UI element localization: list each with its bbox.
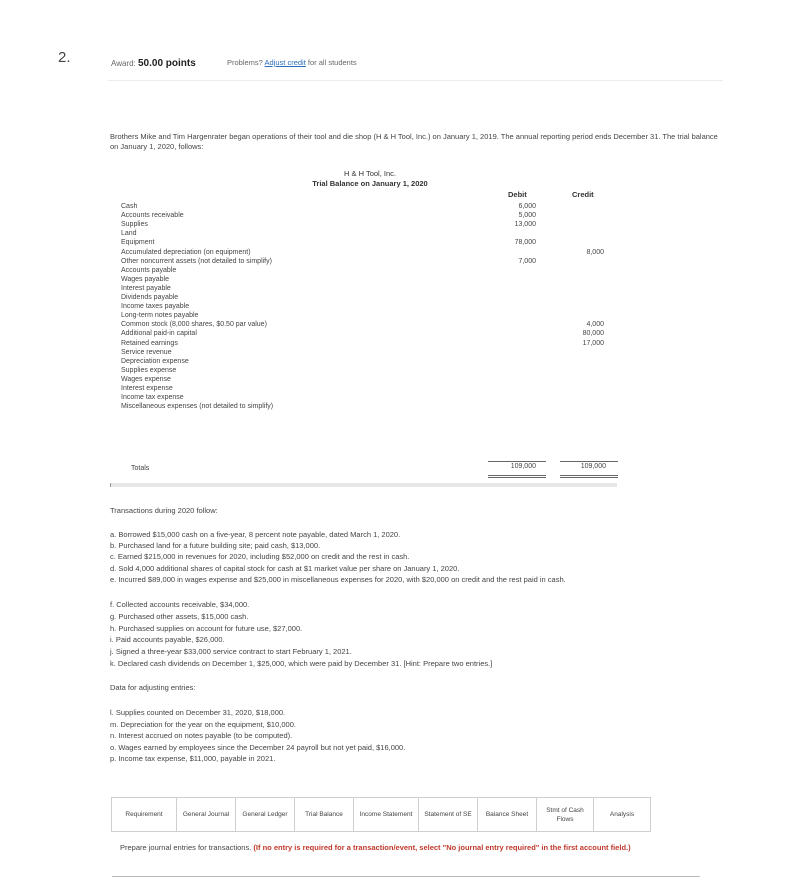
account-name: Retained earnings	[121, 339, 178, 347]
problem-intro: Brothers Mike and Tim Hargenrater began operations of their tool and die shop (H & H Tool, Inc.) on January 1, 2019. The annual reporting period ends December 31. The trial balance on January 1, 2020, follows:	[110, 132, 718, 151]
trial-balance-subtitle: Trial Balance on January 1, 2020	[312, 179, 428, 188]
transaction-item: f. Collected accounts receivable, $34,000.	[110, 600, 250, 609]
transaction-item: i. Paid accounts payable, $26,000.	[110, 635, 225, 644]
tab-general-journal[interactable]: General Journal	[177, 798, 236, 831]
account-name: Long-term notes payable	[121, 312, 199, 320]
debit-double-rule-1	[488, 475, 546, 476]
account-name: Other noncurrent assets (not detailed to simplify)	[121, 257, 272, 265]
debit-double-rule-2	[488, 477, 546, 478]
account-name: Accumulated depreciation (on equipment)	[121, 248, 251, 256]
requirement-tabs	[111, 797, 651, 832]
award-points: 50.00 points	[138, 58, 196, 69]
account-name: Wages payable	[121, 275, 169, 283]
account-name: Service revenue	[121, 348, 172, 356]
account-credit: 4,000	[586, 321, 604, 329]
for-all-students-label: for all students	[307, 58, 357, 67]
account-name: Supplies	[121, 221, 148, 229]
account-credit: 17,000	[582, 339, 604, 347]
table-scrollbar[interactable]	[110, 483, 617, 487]
account-name: Interest expense	[121, 385, 173, 392]
award-label: Award:	[111, 59, 136, 68]
instructions-text: Prepare journal entries for transactions.	[120, 843, 252, 852]
instructions-note: (If no entry is required for a transaction/event, select "No journal entry required" in the first account field.)	[253, 843, 631, 852]
adjusting-item: m. Depreciation for the year on the equipment, $10,000.	[110, 719, 296, 729]
transaction-item: d. Sold 4,000 additional shares of capital stock for cash at $1 market value per share on January 1, 2020.	[110, 564, 460, 573]
trial-balance-title	[260, 169, 480, 189]
award-info	[111, 58, 196, 69]
credit-header: Credit	[572, 190, 594, 199]
transactions-heading: Transactions during 2020 follow:	[110, 506, 218, 515]
account-name: Additional paid-in capital	[121, 330, 197, 338]
tab-trial-balance[interactable]: Trial Balance	[295, 798, 354, 831]
tab-analysis[interactable]: Analysis	[609, 811, 635, 818]
debit-header: Debit	[508, 190, 527, 199]
account-name: Income tax expense	[121, 394, 184, 402]
account-name: Depreciation expense	[121, 357, 189, 365]
tab-income-statement[interactable]: Income Statement	[354, 798, 419, 831]
tab-requirement[interactable]: Requirement	[112, 798, 177, 831]
question-number: 2.	[58, 49, 71, 66]
account-name: Land	[121, 230, 137, 238]
debit-total-rule	[488, 461, 546, 462]
adjusting-item: o. Wages earned by employees since the December 24 payroll but not yet paid, $16,000.	[110, 742, 406, 752]
transaction-item: j. Signed a three-year $33,000 service contract to start February 1, 2021.	[110, 647, 352, 656]
adjusting-item: n. Interest accrued on notes payable (to be computed).	[110, 731, 293, 741]
account-debit: 6,000	[518, 203, 536, 210]
transaction-item: g. Purchased other assets, $15,000 cash.	[110, 612, 249, 621]
transaction-item: a. Borrowed $15,000 cash on a five-year, 8 percent note payable, dated March 1, 2020.	[110, 530, 401, 539]
company-name: H & H Tool, Inc.	[344, 169, 396, 178]
header-divider	[108, 80, 723, 81]
adjust-credit-link[interactable]: Adjust credit	[264, 58, 306, 67]
problems-info	[227, 58, 357, 67]
tab-balance-sheet[interactable]: Balance Sheet	[478, 798, 537, 831]
account-debit: 7,000	[518, 257, 536, 265]
account-credit: 8,000	[586, 248, 604, 256]
transaction-item: k. Declared cash dividends on December 1, $25,000, which were paid by December 31. [Hint: Prepare two entries.]	[110, 659, 493, 668]
credit-double-rule-1	[560, 475, 618, 476]
tab-statement-of-se[interactable]: Statement of SE	[419, 798, 478, 831]
transaction-item: b. Purchased land for a future building site; paid cash, $13,000.	[110, 541, 321, 550]
transaction-item: c. Earned $215,000 in revenues for 2020, including $52,000 on credit and the rest in cash.	[110, 552, 410, 561]
adjusting-item: l. Supplies counted on December 31, 2020, $18,000.	[110, 708, 286, 717]
account-name: Accounts payable	[121, 266, 177, 274]
account-name: Income taxes payable	[121, 303, 190, 311]
account-credit: 80,000	[582, 330, 604, 338]
account-debit: 78,000	[514, 239, 536, 247]
adjusting-item: p. Income tax expense, $11,000, payable in 2021.	[110, 754, 276, 764]
tab-stmt-cash-flows[interactable]: Stmt of Cash Flows	[537, 798, 594, 831]
transaction-item: h. Purchased supplies on account for future use, $27,000.	[110, 624, 303, 633]
problems-label: Problems?	[227, 58, 263, 67]
account-name: Supplies expense	[121, 366, 177, 374]
account-name: Wages expense	[121, 375, 171, 383]
credit-total-rule	[560, 461, 618, 462]
transaction-item: e. Incurred $89,000 in wages expense and $25,000 in miscellaneous expenses for 2020, with $20,000 on credit and the rest paid in cash.	[110, 575, 566, 584]
account-debit: 13,000	[514, 221, 536, 229]
account-name: Dividends payable	[121, 294, 179, 301]
account-name: Cash	[121, 203, 138, 210]
instructions	[120, 842, 730, 854]
total-debit: 109,000	[510, 463, 536, 470]
account-name: Common stock (8,000 shares, $0.50 par value)	[121, 321, 267, 329]
account-name: Miscellaneous expenses (not detailed to simplify)	[121, 403, 274, 411]
account-name: Interest payable	[121, 284, 171, 292]
totals-label: Totals	[131, 465, 150, 472]
adjusting-heading: Data for adjusting entries:	[110, 683, 196, 692]
account-debit: 5,000	[518, 212, 536, 220]
tab-general-ledger[interactable]: General Ledger	[236, 798, 295, 831]
total-credit: 109,000	[580, 463, 606, 470]
account-name: Equipment	[121, 239, 155, 247]
account-name: Accounts receivable	[121, 212, 184, 220]
credit-double-rule-2	[560, 477, 618, 478]
journal-table-top-edge	[112, 876, 700, 883]
